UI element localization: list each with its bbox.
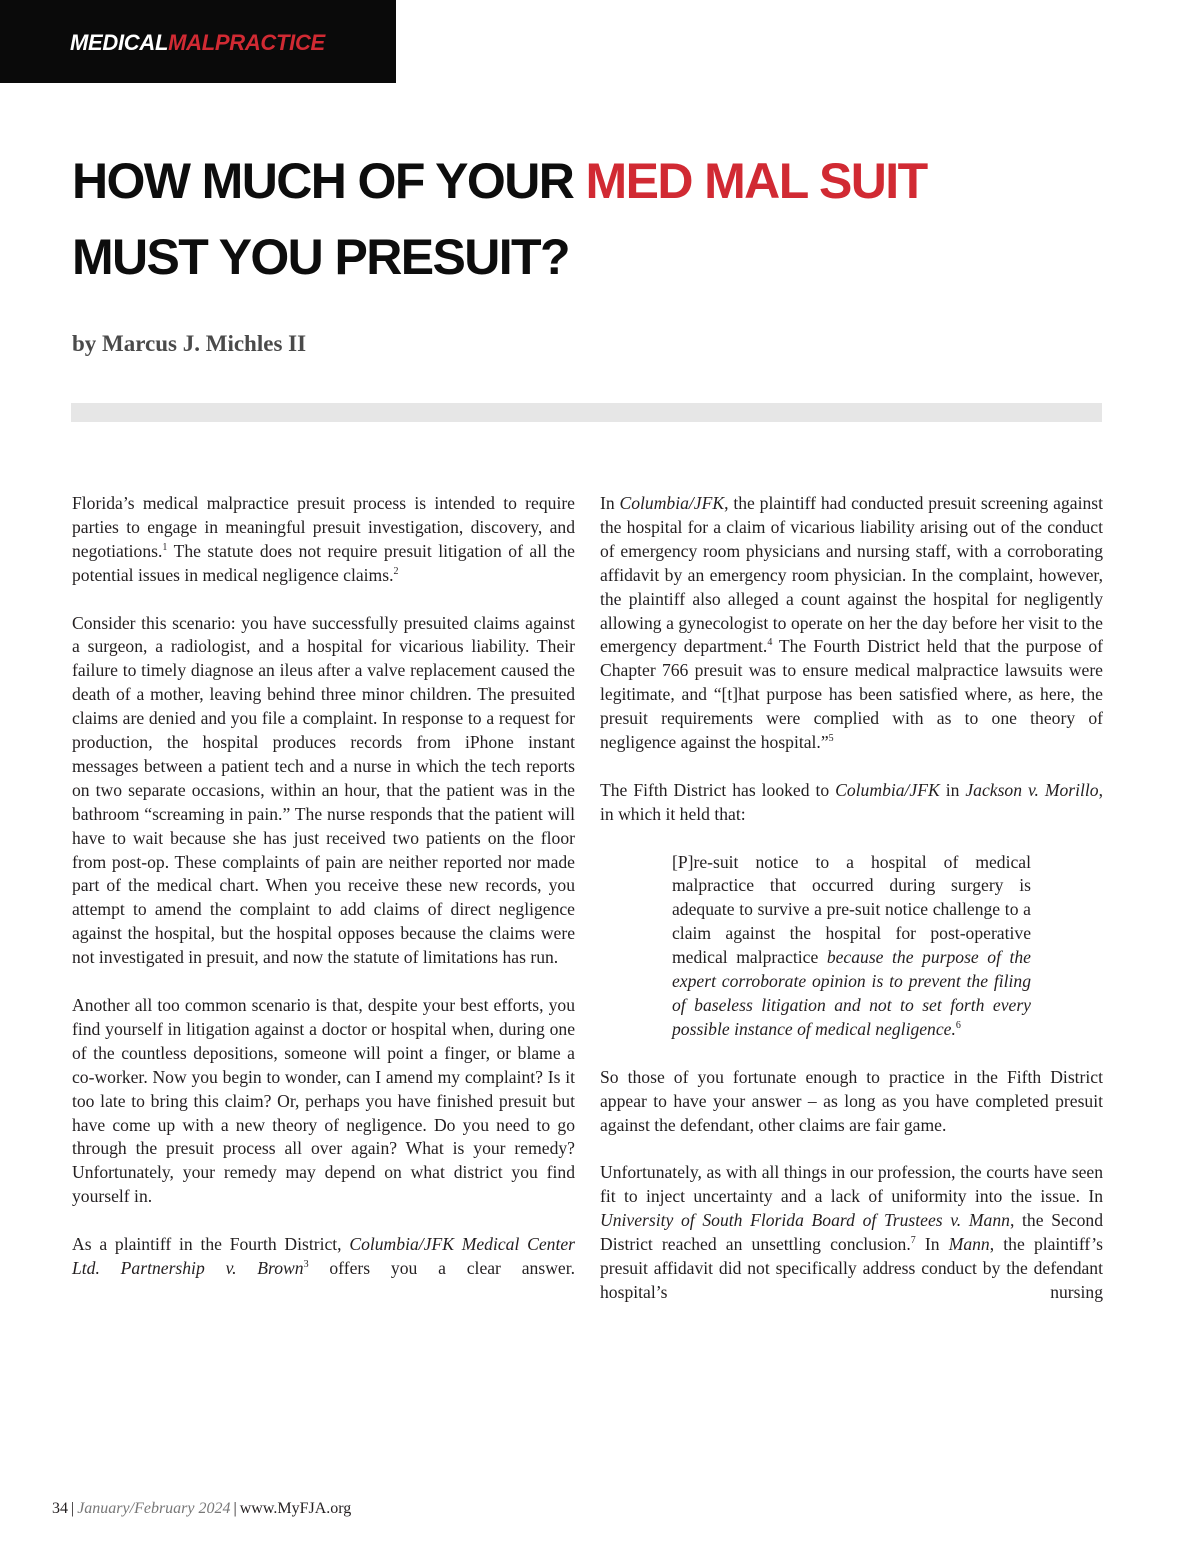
text-run: , in which it held that: [600, 779, 1103, 824]
paragraph [600, 1161, 1103, 1304]
case-citation: Columbia/JFK [619, 493, 725, 513]
text-run: Unfortunately, as with all things in our profession, the courts have seen fit to inject uncertainty and a lack of uniformity into the issue. In [600, 1162, 1103, 1207]
case-citation: Jackson v. Morillo [965, 779, 1099, 800]
paragraph [72, 492, 575, 588]
case-citation: University of South Florida Board of Trustees v. Mann [600, 1210, 1010, 1231]
footnote-ref: 7 [910, 1235, 916, 1247]
title-line-two: MUST YOU PRESUIT? [72, 229, 569, 285]
section-tag-bar [0, 0, 396, 83]
text-run: , the Second District reached an unsettling conclusion. [600, 1210, 1103, 1255]
paragraph [72, 1233, 575, 1281]
footnote-ref: 6 [955, 1019, 961, 1031]
section-tag [70, 30, 325, 56]
text-run: in [939, 779, 966, 800]
text-run: As a plaintiff in the Fourth District, [72, 1234, 350, 1255]
paragraph: Another all too common scenario is that, despite your best efforts, you find yourself in litigation against a doctor or hospital when, during one of the countless depositions, someone will point a finger, or blame a co-worker. Now you begin to wonder, can I amend my complaint? Is it too late to bring this claim? Or, perhaps you have finished presuit but have come up with a new theory of negligence. Do you need to go through the presuit process all over again? What is your remedy? Unfortunately, your remedy may depend on what district you find yourself in. [72, 995, 575, 1207]
page-number: 34 [52, 1500, 68, 1517]
author-byline: by Marcus J. Michles II [72, 331, 307, 356]
section-tag-medical: MEDICAL [70, 30, 169, 55]
text-run: In [600, 493, 620, 513]
text-run: offers you a clear answer. [308, 1257, 575, 1278]
text-run: The statute does not require presuit litigation of all the potential issues in medical negligence claims. [72, 540, 575, 585]
footnote-ref: 1 [162, 541, 168, 553]
title-part-black: HOW MUCH OF YOUR [72, 153, 574, 209]
case-citation: Columbia/JFK Medical Center Ltd. Partnership v. Brown [72, 1234, 575, 1278]
case-citation: Columbia/JFK [835, 779, 940, 800]
text-run: The Fifth District has looked to [600, 779, 836, 800]
block-quote [672, 851, 1031, 1042]
divider-bar [71, 403, 1102, 422]
page-footer [52, 1500, 351, 1518]
right-column [600, 492, 1103, 1305]
footer-separator: | [71, 1500, 75, 1517]
paragraph: So those of you fortunate enough to practice in the Fifth District appear to have your answer – as long as you have completed presuit against the defendant, other claims are fair game. [600, 1066, 1103, 1135]
case-citation: Mann [948, 1234, 990, 1255]
footnote-ref: 4 [767, 637, 773, 649]
website-link[interactable]: www.MyFJA.org [239, 1500, 352, 1517]
footnote-ref: 3 [303, 1258, 309, 1270]
footnote-ref: 2 [393, 565, 399, 577]
text-run: Florida’s medical malpractice presuit process is intended to require parties to engage in meaningful presuit investigation, discovery, and negotiations. [72, 493, 575, 561]
text-run: , the plaintiff’s presuit affidavit did not specifically address conduct by the defendant hospital’s nursing [600, 1234, 1103, 1302]
footer-separator: | [233, 1500, 237, 1517]
text-run: , the plaintiff had conducted presuit screening against the hospital for a claim of vicarious liability arising out of the conduct of emergency room physicians and nursing staff, with a corroborating affidavit by an emergency room physician. In the complaint, however, the plaintiff also alleged a count against the hospital for negligently allowing a gynecologist to operate on her the day before her visit to the emergency department. [600, 493, 1103, 657]
quote-emphasis: because the purpose of the expert corroborate opinion is to prevent the filing of baseless litigation and not to set forth every possible instance of medical negligence. [672, 947, 1031, 1039]
title-part-red: MED MAL SUIT [585, 153, 927, 209]
left-column [72, 492, 575, 1281]
paragraph [600, 779, 1103, 827]
text-run: The Fourth District held that the purpose of Chapter 766 presuit was to ensure medical malpractice lawsuits were legitimate, and “[t]hat purpose has been satisfied where, as here, the presuit requirements were complied with as to one theory of negligence against the hospital.” [600, 636, 1103, 753]
paragraph [600, 492, 1103, 755]
section-tag-malpractice: MALPRACTICE [168, 30, 325, 55]
issue-date: January/February 2024 [77, 1500, 231, 1517]
footnote-ref: 5 [828, 733, 834, 745]
article-title [72, 143, 1122, 295]
text-run: In [915, 1234, 949, 1255]
text-run: [P]re-suit notice to a hospital of medical malpractice that occurred during surgery is adequate to survive a pre-suit notice challenge to a claim against the hospital for post-operative medical malpractice [672, 851, 1031, 968]
paragraph: Consider this scenario: you have successfully presuited claims against a surgeon, a radiologist, and a hospital for vicarious liability. Their failure to timely diagnose an ileus after a valve replacement caused the death of a mother, leaving behind three minor children. The presuited claims are denied and you file a complaint. In response to a request for production, the hospital produces records from iPhone instant messages between a patient tech and a nurse in which the tech reports on two separate occasions, within an hour, that the patient was in the bathroom “screaming in pain.” The nurse responds that the patient will have to wait because she has just received two patients on the floor from post-op. These complaints of pain are neither reported nor made part of the medical chart. When you receive these new records, you attempt to amend the complaint to add claims of direct negligence against the hospital, but the hospital opposes because the claims were not investigated in presuit, and now the statute of limitations has run. [72, 612, 575, 968]
